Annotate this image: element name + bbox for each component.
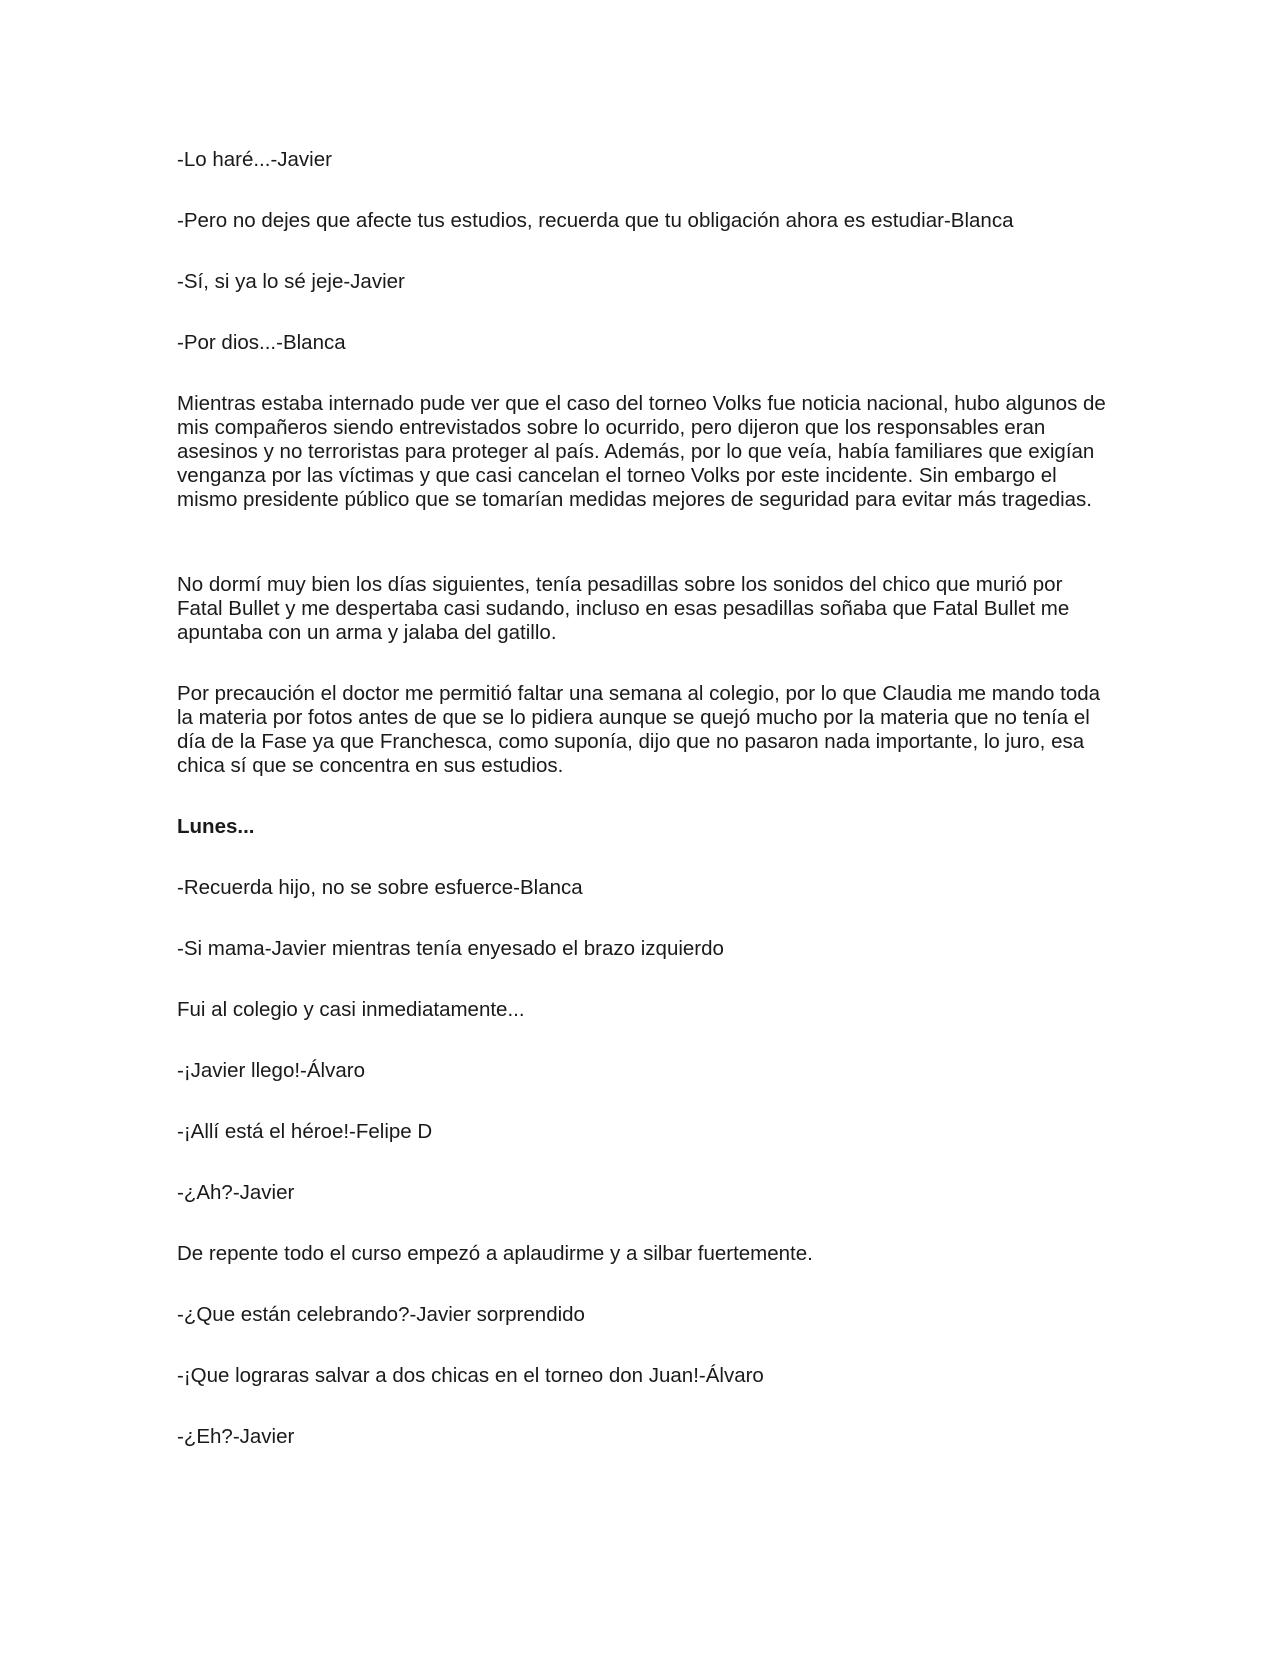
narrative-paragraph: No dormí muy bien los días siguientes, tenía pesadillas sobre los sonidos del chico que murió por Fatal Bullet y me despertaba casi sudando, incluso en esas pesadillas soñaba que Fatal Bullet me apuntaba con un arma y jalaba del gatillo. xyxy=(177,573,1070,644)
dialogue-line: -Pero no dejes que afecte tus estudios, recuerda que tu obligación ahora es estudiar-Blanca xyxy=(177,209,1014,232)
dialogue-line: -Lo haré...-Javier xyxy=(177,148,332,171)
section-heading: Lunes... xyxy=(177,815,255,838)
dialogue-line: -Recuerda hijo, no se sobre esfuerce-Blanca xyxy=(177,876,583,899)
dialogue-line: -¿Eh?-Javier xyxy=(177,1425,295,1448)
dialogue-line: -¡Allí está el héroe!-Felipe D xyxy=(177,1120,433,1143)
dialogue-line: -Si mama-Javier mientras tenía enyesado el brazo izquierdo xyxy=(177,937,724,960)
narrative-paragraph: Mientras estaba internado pude ver que el caso del torneo Volks fue noticia nacional, hubo algunos de mis compañeros siendo entrevistados sobre lo ocurrido, pero dijeron que los responsables eran asesinos y no terroristas para proteger al país. Además, por lo que veía, había familiares que exigían venganza por las víctimas y que casi cancelan el torneo Volks por este incidente. Sin embargo el mismo presidente público que se tomarían medidas mejores de seguridad para evitar más tragedias. xyxy=(177,392,1106,511)
dialogue-line: -¿Que están celebrando?-Javier sorprendido xyxy=(177,1303,585,1326)
dialogue-line: -¡Que lograras salvar a dos chicas en el torneo don Juan!-Álvaro xyxy=(177,1364,764,1387)
dialogue-line: -Por dios...-Blanca xyxy=(177,331,346,354)
narrative-paragraph: Por precaución el doctor me permitió faltar una semana al colegio, por lo que Claudia me mando toda la materia por fotos antes de que se lo pidiera aunque se quejó mucho por la materia que no tenía el día de la Fase ya que Franchesca, como suponía, dijo que no pasaron nada importante, lo juro, esa chica sí que se concentra en sus estudios. xyxy=(177,682,1101,777)
dialogue-line: -Sí, si ya lo sé jeje-Javier xyxy=(177,270,405,293)
dialogue-line: -¿Ah?-Javier xyxy=(177,1181,295,1204)
narrative-line: Fui al colegio y casi inmediatamente... xyxy=(177,998,525,1021)
dialogue-line: -¡Javier llego!-Álvaro xyxy=(177,1059,365,1082)
narrative-line: De repente todo el curso empezó a aplaudirme y a silbar fuertemente. xyxy=(177,1242,813,1265)
